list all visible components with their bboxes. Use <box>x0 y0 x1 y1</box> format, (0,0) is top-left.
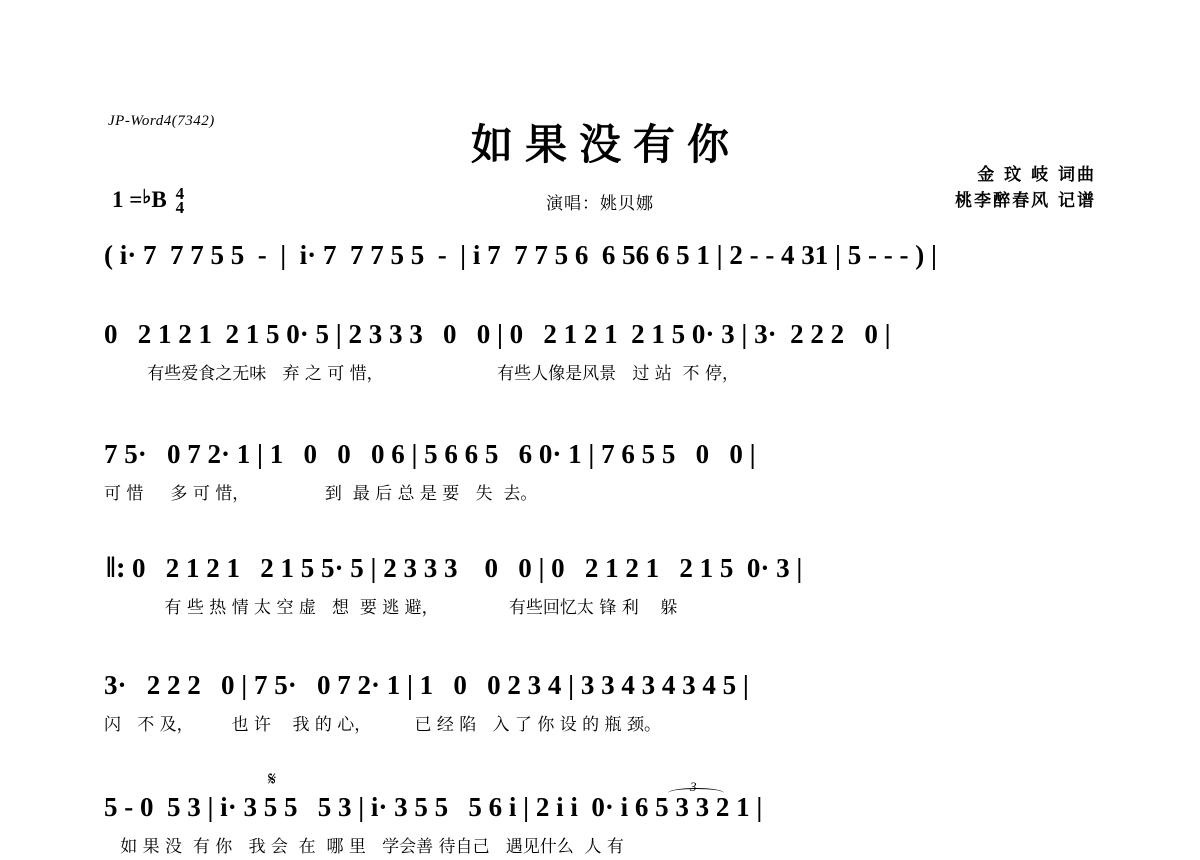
music-system-verse2a <box>132 551 1100 621</box>
repeat-start-sign: ‖: <box>106 551 126 584</box>
credit-transcriber: 桃李醉春风 记谱 <box>955 191 1096 211</box>
notation-line: 0 2 1 2 1 2 1 5 0· 5 | 2 3 3 3 0 0 | 0 2 1 2 1 2 1 5 0· 3 | 3· 2 2 2 0 | <box>104 319 891 349</box>
lyrics-line: 如 果 没 有 你 我 会 在 哪 里 学会善 待自己 遇见什么 人 有 <box>104 837 624 857</box>
triplet-marker: 3 <box>690 779 697 794</box>
document-code-label: JP-Word4(7342) <box>108 113 215 129</box>
key-signature <box>112 184 185 217</box>
notation-line: 7 5· 0 7 2· 1 | 1 0 0 0 6 | 5 6 6 5 6 0· 1 | 7 6 5 5 0 0 | <box>104 439 756 469</box>
music-system-verse2b <box>104 668 1100 738</box>
time-signature-numerator: 4 <box>175 184 185 203</box>
notation-line: 3· 2 2 2 0 | 7 5· 0 7 2· 1 | 1 0 0 2 3 4 | 3 3 4 3 4 3 4 5 | <box>104 670 749 700</box>
music-system-verse1b <box>104 437 1100 507</box>
notation-line: 0 2 1 2 1 2 1 5 5· 5 | 2 3 3 3 0 0 | 0 2 1 2 1 2 1 5 0· 3 | <box>132 553 803 583</box>
lyrics-line: 有 些 热 情 太 空 虚 想 要 逃 避， 有些回忆太 锋 利 躲 <box>132 598 678 618</box>
credits-block <box>955 162 1096 214</box>
credit-composer: 金 玟 岐 词曲 <box>977 165 1096 185</box>
lyrics-line: 闪 不 及， 也 许 我 的 心， 已 经 陷 入 了 你 设 的 瓶 颈。 <box>104 715 661 735</box>
music-system-verse1a <box>104 317 1100 387</box>
page-title: 如果没有你 <box>470 120 741 169</box>
key-letter: B <box>151 187 167 212</box>
segno-icon: 𝄋 <box>268 768 277 790</box>
time-signature <box>175 184 185 217</box>
lyrics-line: 有些爱食之无味 弃 之 可 惜， 有些人像是风景 过 站 不 停， <box>104 364 739 384</box>
notation-line: ( i· 7 7 7 5 5 - | i· 7 7 7 5 5 - | i 7 7 7 5 6 6 56 6 5 1 | 2 - - 4 31 | 5 - - - ) | <box>104 240 937 270</box>
key-prefix: 1 = <box>112 187 143 212</box>
singer-label: 演唱：姚贝娜 <box>546 194 654 214</box>
music-system-intro <box>104 238 1100 272</box>
time-signature-denominator: 4 <box>175 198 185 217</box>
lyrics-line: 可 惜 多 可 惜， 到 最 后 总 是 要 失 去。 <box>104 484 538 504</box>
notation-line: 5 - 0 5 3 | i· 3 5 5 5 3 | i· 3 5 5 5 6 i | 2 i i 0· i 6 5 3 3 2 1 | <box>104 792 763 822</box>
flat-symbol: ♭ <box>142 186 152 208</box>
